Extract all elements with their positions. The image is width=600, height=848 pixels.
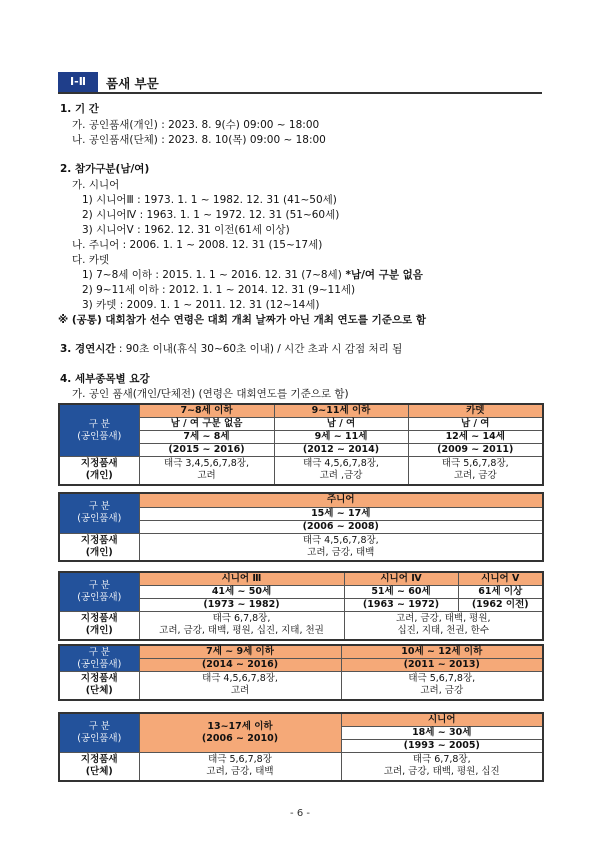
senior-years: (1963 ~ 1972): [344, 599, 458, 612]
cadet-poomsae: 태극 5,6,7,8장, 고려, 금강: [408, 457, 543, 485]
cadet-poomsae: 태극 4,5,6,7,8장, 고려 ,금강: [274, 457, 408, 485]
cadet-head-cadet: 카뎃: [408, 404, 543, 418]
team-poomsae: 태극 4,5,6,7,8장, 고려: [139, 672, 341, 700]
division-senior-5: 3) 시니어Ⅴ : 1962. 12. 31 이전(61세 이상): [82, 224, 290, 236]
team-head-13-17: 13~17세 이하 (2006 ~ 2010): [139, 713, 341, 753]
senior-years: (1962 이전): [458, 599, 543, 612]
team-head-7-9: 7세 ~ 9세 이하: [139, 645, 341, 659]
cadet-years: (2015 ~ 2016): [139, 444, 274, 457]
jijeong-cell: 지정품새 (개인): [59, 533, 139, 561]
division-senior-3: 1) 시니어Ⅲ : 1973. 1. 1 ~ 1982. 12. 31 (41~50세): [82, 194, 337, 206]
gubun-cell: 구 분 (공인품새): [59, 713, 139, 753]
division-cadet: 다. 카뎃: [72, 254, 110, 266]
senior-age: 51세 ~ 60세: [344, 586, 458, 599]
cadet-table: [58, 403, 544, 486]
team-senior-age: 18세 ~ 30세: [341, 727, 543, 740]
jijeong-cell: 지정품새 (개인): [59, 457, 139, 485]
details-title: 4. 세부종목별 요강: [60, 373, 150, 385]
junior-years: (2006 ~ 2008): [139, 520, 543, 533]
cadet-head-7-8: 7~8세 이하: [139, 404, 274, 418]
jijeong-cell: 지정품새 (단체): [59, 672, 139, 700]
junior-head: 주니어: [139, 493, 543, 507]
team-table-1: [58, 644, 544, 701]
gubun-cell: 구 분 (공인품새): [59, 572, 139, 612]
cadet-age: 9세 ~ 11세: [274, 431, 408, 444]
senior-3-poomsae: 태극 6,7,8장, 고려, 금강, 태백, 평원, 십진, 지태, 천권: [139, 612, 344, 640]
senior-years: (1973 ~ 1982): [139, 599, 344, 612]
jijeong-cell: 지정품새 (개인): [59, 612, 139, 640]
details-subtitle: 가. 공인 품새(개인/단체전) (연령은 대회연도를 기준으로 함): [72, 388, 349, 400]
team-poomsae: 태극 6,7,8장, 고려, 금강, 태백, 평원, 십진: [341, 753, 543, 781]
junior-poomsae: 태극 4,5,6,7,8장, 고려, 금강, 태백: [139, 533, 543, 561]
cadet-sex: 남 / 여 구분 없음: [139, 418, 274, 431]
gubun-cell: 구 분 (공인품새): [59, 404, 139, 457]
senior-head-5: 시니어 Ⅴ: [458, 572, 543, 586]
team-senior-years: (1993 ~ 2005): [341, 740, 543, 753]
team-head-senior: 시니어: [341, 713, 543, 727]
section-heading: [58, 72, 542, 94]
division-title: 2. 참가구분(남/여): [60, 163, 150, 175]
division-senior: 가. 시니어: [72, 179, 120, 191]
junior-age: 15세 ~ 17세: [139, 507, 543, 520]
team-years: (2011 ~ 2013): [341, 659, 543, 672]
senior-head-4: 시니어 Ⅳ: [344, 572, 458, 586]
cadet-sex: 남 / 여: [408, 418, 543, 431]
page-number: - 6 -: [290, 808, 310, 819]
cadet-years: (2012 ~ 2014): [274, 444, 408, 457]
senior-age: 61세 이상: [458, 586, 543, 599]
section-underline: [58, 92, 542, 94]
team-table-2: [58, 712, 544, 782]
division-cadet-2: 2) 9~11세 이하 : 2012. 1. 1 ~ 2014. 12. 31 (9~11세): [82, 284, 356, 296]
cadet-sex: 남 / 여: [274, 418, 408, 431]
period-individual: 가. 공인품새(개인) : 2023. 8. 9(수) 09:00 ~ 18:00: [72, 119, 320, 131]
senior-table: [58, 571, 544, 641]
senior-4-5-poomsae: 고려, 금강, 태백, 평원, 십진, 지태, 천권, 한수: [344, 612, 543, 640]
period-team: 나. 공인품새(단체) : 2023. 8. 10(목) 09:00 ~ 18:00: [72, 134, 326, 146]
division-cadet-3: 3) 카뎃 : 2009. 1. 1 ~ 2011. 12. 31 (12~14세): [82, 299, 320, 311]
gubun-cell: 구 분 (공인품새): [59, 645, 139, 672]
senior-age: 41세 ~ 50세: [139, 586, 344, 599]
competition-time: 3. 경연시간 : 90초 이내(휴식 30~60초 이내) / 시간 초과 시 감점 처리 됨: [60, 343, 403, 355]
junior-table: [58, 492, 544, 562]
division-senior-4: 2) 시니어Ⅳ : 1963. 1. 1 ~ 1972. 12. 31 (51~60세): [82, 209, 340, 221]
cadet-age: 7세 ~ 8세: [139, 431, 274, 444]
cadet-poomsae: 태극 3,4,5,6,7,8장, 고려: [139, 457, 274, 485]
senior-head-3: 시니어 Ⅲ: [139, 572, 344, 586]
section-title: 품새 부문: [106, 76, 159, 91]
team-poomsae: 태극 5,6,7,8장 고려, 금강, 태백: [139, 753, 341, 781]
cadet-age: 12세 ~ 14세: [408, 431, 543, 444]
team-years: (2014 ~ 2016): [139, 659, 341, 672]
team-head-10-12: 10세 ~ 12세 이하: [341, 645, 543, 659]
cadet-years: (2009 ~ 2011): [408, 444, 543, 457]
division-cadet-1: 1) 7~8세 이하 : 2015. 1. 1 ~ 2016. 12. 31 (7~8세) *남/여 구분 없음: [82, 269, 423, 281]
division-junior: 나. 주니어 : 2006. 1. 1 ~ 2008. 12. 31 (15~17세): [72, 239, 323, 251]
period-title: 1. 기 간: [60, 103, 99, 115]
division-note: ※ (공통) 대회참가 선수 연령은 대회 개최 날짜가 아닌 개최 연도를 기준으로 함: [58, 314, 426, 326]
section-badge: Ⅰ-Ⅱ: [58, 72, 98, 92]
cadet-head-9-11: 9~11세 이하: [274, 404, 408, 418]
team-poomsae: 태극 5,6,7,8장, 고려, 금강: [341, 672, 543, 700]
gubun-cell: 구 분 (공인품새): [59, 493, 139, 533]
jijeong-cell: 지정품새 (단체): [59, 753, 139, 781]
